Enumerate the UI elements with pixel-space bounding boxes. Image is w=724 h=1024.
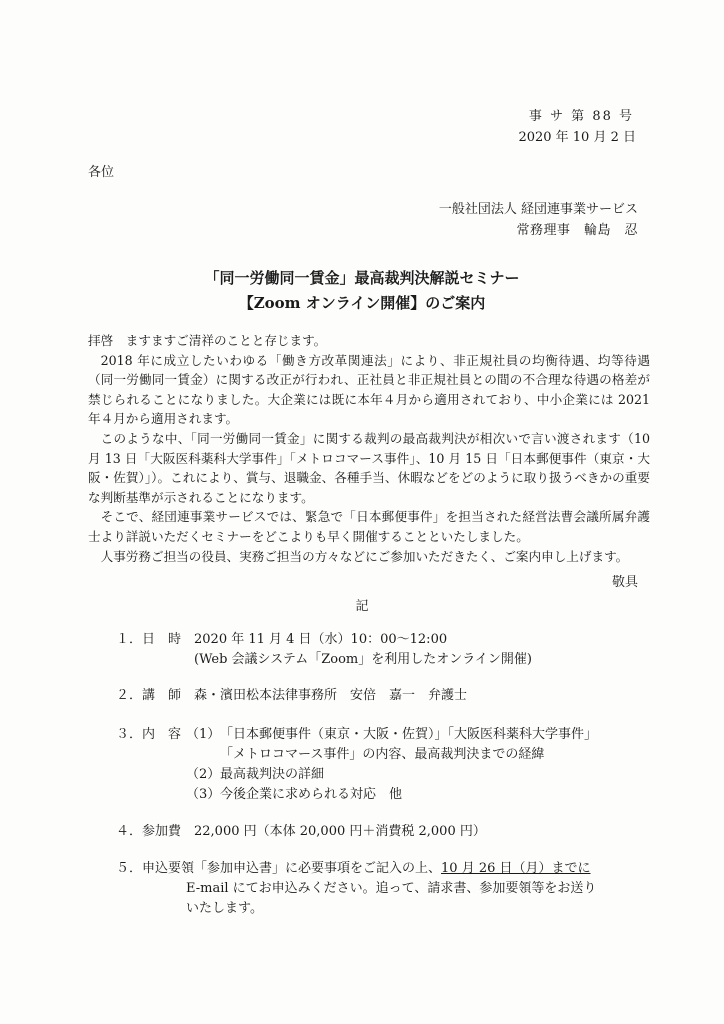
content-sub1-line1: 「日本郵便事件（東京・大阪・佐賀）」「大阪医科薬科大学事件」 xyxy=(220,727,598,742)
body-paragraph-rulings: このような中、「同一労働同一賃金」に関する裁判の最高裁判決が相次いで言い渡されます（10 月 13 日「大阪医科薬科大学事件」「メトロコマース事件」、10 月 15 日「日本郵便事件（東京・大阪・佐賀）」）。これにより、賞与、退職金、各種手当、休暇などをどのように取り扱うべきかの重要な判断基準が示されることになります。 xyxy=(88,430,650,505)
detail-value: 森・濱田松本法律事務所 安倍 嘉一 弁護士 xyxy=(194,688,468,703)
application-text-a: 「参加申込書」に必要事項をご記入の上、 xyxy=(194,861,442,876)
content-sub3-number: （3） xyxy=(186,787,221,802)
detail-label: ２．講 師 xyxy=(116,688,182,703)
addressee: 各位 xyxy=(88,165,115,180)
detail-item-lecturer xyxy=(116,686,467,706)
content-sub3: 今後企業に求められる対応 他 xyxy=(220,787,403,802)
content-sub2: 最高裁判決の詳細 xyxy=(220,767,325,782)
detail-note-online: (Web 会議システム「Zoom」を利用したオンライン開催) xyxy=(194,652,532,667)
sender-representative: 常務理事 輪島 忍 xyxy=(516,223,638,238)
detail-label: ３．内 容 xyxy=(116,727,182,742)
application-deadline: 10 月 26 日（月）までに xyxy=(441,861,591,876)
reference-number: 事 サ 第 88 号 xyxy=(528,109,634,124)
closing-word: 敬具 xyxy=(611,575,638,590)
letter-body xyxy=(88,331,650,566)
document-title: 「同一労働同一賃金」最高裁判決解説セミナー xyxy=(204,269,520,287)
greeting-paragraph: 拝啓 ますますご清祥のことと存じます。 xyxy=(88,333,327,348)
detail-label: ４．参加費 xyxy=(116,824,182,839)
application-line3: いたします。 xyxy=(186,901,263,916)
document-subtitle: 【Zoom オンライン開催】のご案内 xyxy=(238,294,486,312)
body-paragraph-seminar: そこで、経団連事業サービスでは、緊急で「日本郵便事件」を担当された経営法曹会議所属弁護士より詳説いただくセミナーをどこよりも早く開催することといたしました。 xyxy=(88,509,650,544)
issue-date: 2020 年 10 月 2 日 xyxy=(518,130,636,145)
body-paragraph-invitation: 人事労務ご担当の役員、実務ご担当の方々などにご参加いただきたく、ご案内申し上げます。 xyxy=(100,548,629,564)
detail-item-application xyxy=(116,859,591,879)
detail-value: 2020 年 11 月 4 日（水）10：00～12:00 xyxy=(194,632,448,647)
detail-label: １．日 時 xyxy=(116,632,182,647)
content-sub2-number: （2） xyxy=(186,767,221,782)
application-line2: E-mail にてお申込みください。追って、請求書、参加要領等をお送り xyxy=(186,881,597,896)
detail-item-content xyxy=(116,725,194,745)
detail-item-datetime xyxy=(116,630,447,650)
content-sub1-number: （1） xyxy=(186,727,221,742)
content-sub1-line2: 「メトロコマース事件」の内容、最高裁判決までの経緯 xyxy=(220,747,545,762)
detail-label: ５．申込要領 xyxy=(116,861,195,876)
detail-value: 22,000 円（本体 20,000 円＋消費税 2,000 円） xyxy=(194,824,486,839)
sender-organization: 一般社団法人 経団連事業サービス xyxy=(438,202,638,217)
details-heading: 記 xyxy=(355,599,369,614)
detail-item-fee xyxy=(116,822,486,842)
body-paragraph-law: 2018 年に成立したいわゆる「働き方改革関連法」により、非正規社員の均衡待遇、均等待遇（同一労働同一賃金）に関する改正が行われ、正社員と非正規社員との間の不合理な待遇の格差が禁じられることになりました。大企業には既に本年４月から適用されており、中小企業には 2021 年４月から適用されます。 xyxy=(88,352,650,427)
